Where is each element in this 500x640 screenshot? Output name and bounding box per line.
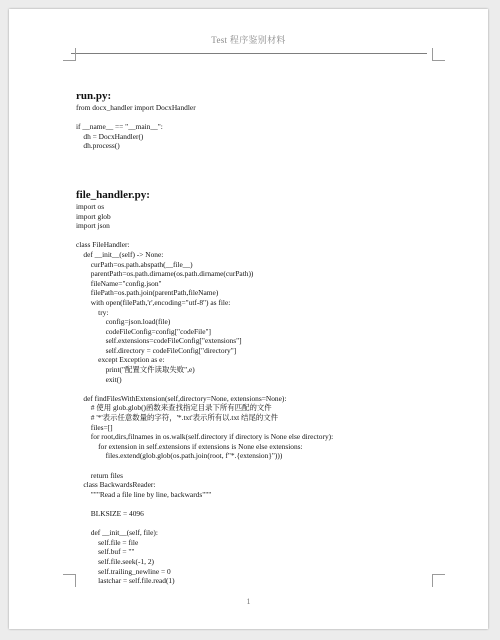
code-line: curPath=os.path.abspath(__file__) — [76, 259, 193, 269]
document-page — [9, 9, 488, 629]
code-line: import json — [76, 221, 110, 231]
file-handler-py-code — [76, 202, 426, 586]
page-number: 1 — [246, 597, 251, 606]
code-line: codeFileConfig=config["codeFile"] — [76, 326, 211, 336]
code-line: config=json.load(file) — [76, 317, 171, 327]
code-line: def __init__(self) -> None: — [76, 249, 164, 259]
code-line: """Read a file line by line, backwards""" — [76, 489, 212, 499]
code-line: filePath=os.path.join(parentPath,fileName) — [76, 288, 219, 298]
code-line: class BackwardsReader: — [76, 480, 156, 490]
code-line: import glob — [76, 211, 111, 221]
code-line: with open(filePath,'r',encoding="utf-8") as file: — [76, 297, 231, 307]
code-line — [76, 499, 426, 509]
code-line: parentPath=os.path.dirname(os.path.dirname(curPath)) — [76, 269, 254, 279]
code-line: fileName="config.json" — [76, 278, 162, 288]
code-line — [76, 461, 426, 471]
code-line: import os — [76, 201, 105, 211]
run-py-heading: run.py: — [76, 90, 112, 102]
code-line: print("配置文件读取失败",e) — [76, 365, 195, 375]
code-line: except Exception as e: — [76, 355, 165, 365]
code-line: class FileHandler: — [76, 240, 130, 250]
code-line: BLKSIZE = 4096 — [76, 508, 144, 518]
code-line: dh = DocxHandler() — [76, 131, 144, 141]
crop-mark-bottom-left — [63, 574, 76, 587]
code-line: self.file.seek(-1, 2) — [76, 556, 154, 566]
code-line — [76, 384, 426, 394]
header-rule — [71, 53, 427, 54]
code-line: self.file = file — [76, 537, 139, 547]
page-header: Test 程序鉴别材料 — [211, 35, 286, 45]
code-line: from docx_handler import DocxHandler — [76, 103, 196, 112]
code-line — [76, 231, 426, 241]
code-line: def __init__(self, file): — [76, 528, 158, 538]
crop-mark-top-left — [63, 48, 76, 61]
code-line: return files — [76, 470, 123, 480]
code-line: def findFilesWithExtension(self,directory=None, extensions=None): — [76, 393, 287, 403]
code-line — [76, 113, 426, 123]
code-line: dh.process() — [76, 141, 120, 151]
code-line: self.directory = codeFileConfig["directory"] — [76, 345, 237, 355]
run-py-code — [76, 103, 426, 151]
code-line: lastchar = self.file.read(1) — [76, 576, 175, 586]
code-line: if __name__ == "__main__": — [76, 122, 163, 132]
file-handler-py-heading: file_handler.py: — [76, 188, 150, 201]
section-spacer — [76, 151, 426, 189]
code-line — [76, 519, 426, 529]
code-line: self.extensions=codeFileConfig["extensions"] — [76, 336, 242, 346]
document-body — [76, 90, 426, 586]
code-line: try: — [76, 307, 109, 317]
code-line: # 使用 glob.glob()函数来查找指定目录下所有匹配的文件 — [76, 403, 272, 413]
code-line: exit() — [76, 374, 122, 384]
code-line: files=[] — [76, 422, 113, 432]
crop-mark-bottom-right — [432, 574, 445, 587]
code-line: for extension in self.extensions if extensions is None else extensions: — [76, 441, 303, 451]
code-line: for root,dirs,filnames in os.walk(self.directory if directory is None else directory): — [76, 432, 334, 442]
code-line: # '*'表示任意数量的字符，'*.txt'表示所有以.txt 结尾的文件 — [76, 413, 279, 423]
code-line: files.extend(glob.glob(os.path.join(root, f"*.{extension}"))) — [76, 451, 283, 461]
crop-mark-top-right — [432, 48, 445, 61]
code-line: self.buf = "" — [76, 547, 135, 557]
code-line: self.trailing_newline = 0 — [76, 566, 171, 576]
